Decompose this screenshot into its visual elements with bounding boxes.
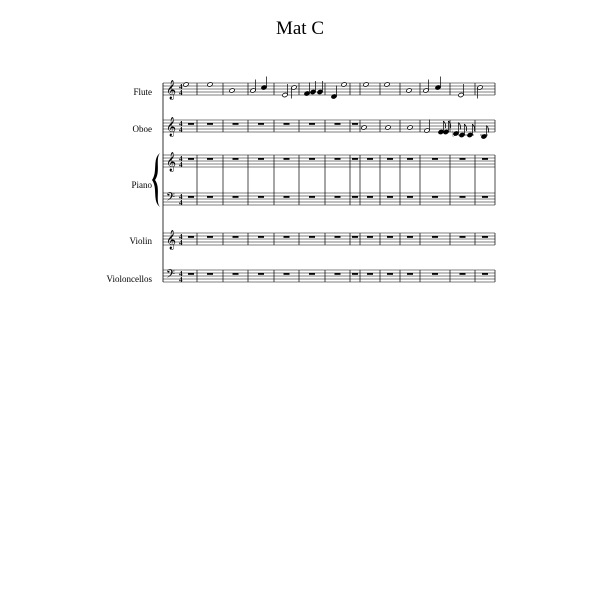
whole-rest — [207, 158, 213, 160]
whole-rest — [233, 158, 239, 160]
whole-rest — [482, 236, 488, 238]
treble-clef-icon: 𝄞 — [166, 117, 177, 137]
whole-rest — [352, 158, 358, 160]
time-signature-numerator: 4 — [179, 155, 183, 163]
treble-clef-icon: 𝄞 — [166, 80, 177, 100]
whole-rest — [309, 273, 315, 275]
whole-rest — [207, 273, 213, 275]
whole-rest — [284, 158, 290, 160]
notehead — [183, 82, 189, 87]
bass-clef-icon: 𝄢 — [166, 268, 176, 284]
whole-rest — [460, 196, 466, 198]
whole-rest — [207, 196, 213, 198]
notehead — [363, 82, 369, 87]
time-signature-numerator: 4 — [179, 233, 183, 241]
whole-rest — [432, 273, 438, 275]
whole-rest — [233, 123, 239, 125]
whole-rest — [352, 196, 358, 198]
whole-rest — [207, 236, 213, 238]
whole-rest — [352, 123, 358, 125]
whole-rest — [284, 196, 290, 198]
whole-rest — [367, 273, 373, 275]
notehead — [385, 125, 391, 130]
whole-rest — [367, 236, 373, 238]
treble-clef-icon: 𝄞 — [166, 152, 177, 172]
whole-rest — [367, 158, 373, 160]
whole-rest — [335, 196, 341, 198]
whole-rest — [407, 236, 413, 238]
time-signature-numerator: 4 — [179, 120, 183, 128]
whole-rest — [387, 196, 393, 198]
time-signature-denominator: 4 — [179, 239, 183, 247]
score-title: Mat C — [275, 18, 325, 39]
treble-clef-icon: 𝄞 — [166, 230, 177, 250]
whole-rest — [233, 236, 239, 238]
whole-rest — [309, 196, 315, 198]
instrument-label-violin: Violin — [129, 236, 152, 246]
whole-rest — [258, 236, 264, 238]
bass-clef-icon: 𝄢 — [166, 191, 176, 207]
whole-rest — [309, 236, 315, 238]
time-signature-denominator: 4 — [179, 89, 183, 97]
whole-rest — [188, 196, 194, 198]
whole-rest — [387, 158, 393, 160]
notehead — [407, 125, 413, 130]
whole-rest — [335, 273, 341, 275]
time-signature-denominator: 4 — [179, 199, 183, 207]
time-signature-denominator: 4 — [179, 276, 183, 284]
time-signature-denominator: 4 — [179, 126, 183, 134]
notehead — [361, 125, 367, 130]
notehead — [384, 82, 390, 87]
whole-rest — [335, 158, 341, 160]
instrument-label-violoncellos: Violoncellos — [106, 274, 152, 284]
whole-rest — [432, 236, 438, 238]
flat-accidental-icon: ♭ — [452, 129, 456, 139]
whole-rest — [233, 196, 239, 198]
notehead — [229, 88, 235, 93]
time-signature-denominator: 4 — [179, 161, 183, 169]
whole-rest — [207, 123, 213, 125]
whole-rest — [460, 236, 466, 238]
whole-rest — [258, 123, 264, 125]
whole-rest — [284, 273, 290, 275]
whole-rest — [482, 196, 488, 198]
whole-rest — [482, 273, 488, 275]
whole-rest — [188, 123, 194, 125]
whole-rest — [352, 273, 358, 275]
whole-rest — [188, 273, 194, 275]
whole-rest — [188, 158, 194, 160]
time-signature-numerator: 4 — [179, 270, 183, 278]
instrument-label-flute: Flute — [133, 87, 152, 97]
whole-rest — [460, 273, 466, 275]
whole-rest — [460, 158, 466, 160]
notehead — [406, 88, 412, 93]
piano-brace — [152, 153, 160, 207]
instrument-label-piano: Piano — [131, 180, 152, 190]
notehead — [207, 82, 213, 87]
whole-rest — [284, 236, 290, 238]
whole-rest — [233, 273, 239, 275]
whole-rest — [407, 196, 413, 198]
notehead — [341, 82, 347, 87]
whole-rest — [367, 196, 373, 198]
whole-rest — [387, 236, 393, 238]
whole-rest — [407, 273, 413, 275]
instrument-label-oboe: Oboe — [132, 124, 152, 134]
whole-rest — [387, 273, 393, 275]
whole-rest — [335, 236, 341, 238]
whole-rest — [335, 123, 341, 125]
whole-rest — [258, 273, 264, 275]
whole-rest — [432, 158, 438, 160]
whole-rest — [309, 123, 315, 125]
whole-rest — [284, 123, 290, 125]
whole-rest — [188, 236, 194, 238]
whole-rest — [258, 158, 264, 160]
whole-rest — [258, 196, 264, 198]
whole-rest — [352, 236, 358, 238]
whole-rest — [432, 196, 438, 198]
whole-rest — [407, 158, 413, 160]
whole-rest — [309, 158, 315, 160]
time-signature-numerator: 4 — [179, 193, 183, 201]
whole-rest — [482, 158, 488, 160]
time-signature-numerator: 4 — [179, 83, 183, 91]
